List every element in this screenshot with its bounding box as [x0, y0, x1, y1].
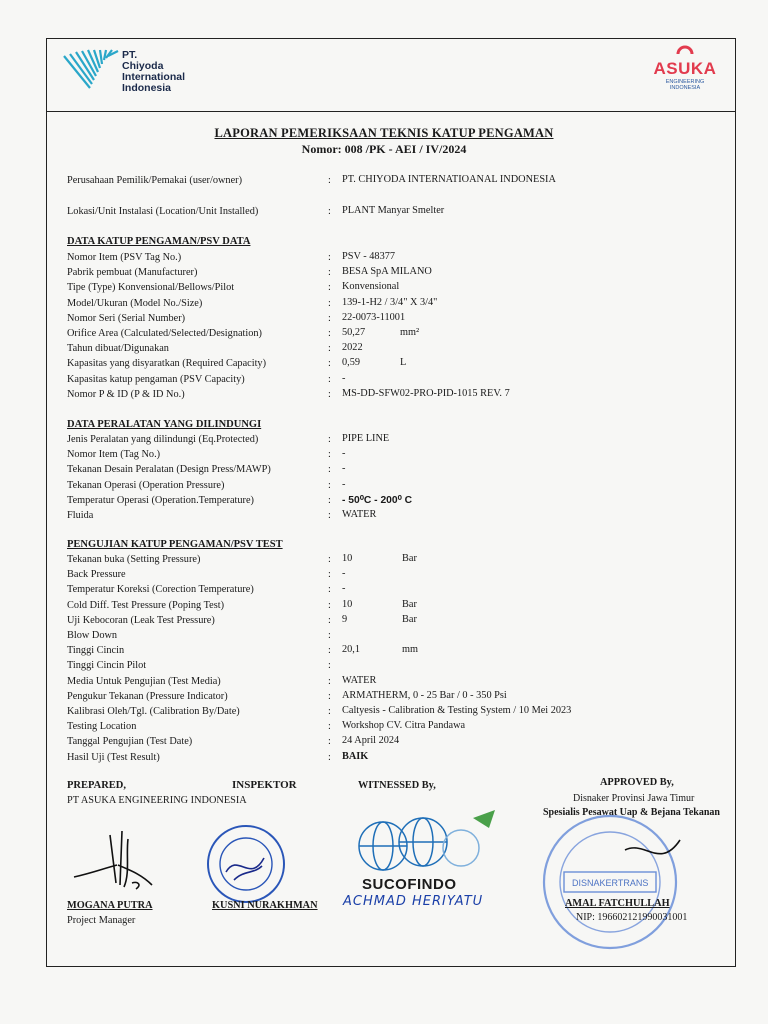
- chiyoda-logo-icon: [62, 46, 122, 90]
- psv-row-label: Kapasitas katup pengaman (PSV Capacity): [67, 373, 245, 385]
- asuka-sub-1: ENGINEERING: [665, 79, 705, 85]
- test-row-unit: Bar: [402, 598, 417, 610]
- test-row-value: WATER: [342, 674, 377, 686]
- psv-row-label: Model/Ukuran (Model No./Size): [67, 297, 203, 309]
- colon: :: [328, 554, 331, 565]
- colon: :: [328, 252, 331, 263]
- equipment-row-value: - 50⁰C - 200⁰ C: [342, 494, 413, 506]
- approved-label: APPROVED By,: [600, 777, 674, 788]
- psv-row-unit: mm²: [400, 327, 420, 338]
- section-psv-data: DATA KATUP PENGAMAN/PSV DATA: [67, 236, 251, 247]
- colon: :: [328, 751, 331, 763]
- colon: :: [328, 675, 331, 687]
- test-row-value: Caltyesis - Calibration & Testing System / 10 Mei 2023: [342, 705, 572, 716]
- colon: :: [328, 584, 331, 596]
- psv-row-value: 22-0073-11001: [342, 311, 406, 323]
- section-psv-test: PENGUJIAN KATUP PENGAMAN/PSV TEST: [67, 539, 283, 550]
- owner-label: Perusahaan Pemilik/Pemakai (user/owner): [67, 175, 242, 186]
- disnaker-stamp-text: DISNAKERTRANS: [572, 878, 649, 888]
- pm-name: MOGANA PUTRA: [67, 900, 153, 911]
- colon: :: [328, 510, 331, 521]
- test-row-label: Kalibrasi Oleh/Tgl. (Calibration By/Date): [67, 706, 240, 717]
- test-row-value: BAIK: [342, 750, 369, 762]
- equipment-row-value: -: [342, 448, 346, 460]
- colon: :: [328, 630, 331, 641]
- test-row-label: Hasil Uji (Test Result): [67, 751, 160, 763]
- psv-row-label: Kapasitas yang disyaratkan (Required Capacity): [67, 358, 267, 370]
- colon: :: [328, 206, 331, 217]
- test-row-label: Media Untuk Pengujian (Test Media): [67, 675, 221, 687]
- psv-row-label: Pabrik pembuat (Manufacturer): [67, 267, 198, 279]
- psv-row-label: Nomor Item (PSV Tag No.): [67, 252, 182, 263]
- test-row-label: Uji Kebocoran (Leak Test Pressure): [67, 614, 215, 626]
- test-row-value: 10: [342, 598, 353, 610]
- chiyoda-company-name: PT. Chiyoda International Indonesia: [122, 49, 186, 94]
- report-number: Nomor: 008 /PK - AEI / IV/2024: [301, 142, 467, 156]
- equipment-row-value: -: [342, 463, 346, 475]
- test-row-label: Tinggi Cincin: [67, 645, 125, 657]
- approved-title: Spesialis Pesawat Uap & Bejana Tekanan: [543, 807, 720, 818]
- colon: :: [328, 660, 331, 672]
- equipment-row-label: Tekanan Operasi (Operation Pressure): [67, 479, 225, 491]
- test-row-unit: mm: [402, 644, 419, 656]
- test-row-label: Blow Down: [67, 630, 118, 641]
- witness-name: ACHMAD HERIYATU: [343, 894, 484, 909]
- colon: :: [328, 494, 331, 506]
- asuka-sub-2: INDONESIA: [669, 85, 701, 91]
- test-row-value: -: [342, 583, 346, 595]
- psv-row-value: 2022: [342, 342, 363, 354]
- colon: :: [328, 373, 331, 385]
- colon: :: [328, 328, 331, 339]
- test-row-label: Tanggal Pengujian (Test Date): [67, 736, 193, 748]
- psv-row-label: Nomor Seri (Serial Number): [67, 312, 186, 324]
- psv-row-label: Nomor P & ID (P & ID No.): [67, 388, 185, 400]
- inspector-name: KUSNI NURAKHMAN: [212, 900, 318, 911]
- test-row-label: Back Pressure: [67, 569, 126, 581]
- colon: :: [328, 388, 331, 400]
- colon: :: [328, 267, 331, 279]
- location-value: PLANT Manyar Smelter: [342, 205, 445, 216]
- colon: :: [328, 690, 331, 702]
- equipment-row-label: Tekanan Desain Peralatan (Design Press/MAWP): [67, 464, 271, 476]
- colon: :: [328, 434, 331, 445]
- psv-row-value: MS-DD-SFW02-PRO-PID-1015 REV. 7: [342, 387, 510, 399]
- colon: :: [328, 645, 331, 657]
- location-label: Lokasi/Unit Instalasi (Location/Unit Installed): [67, 206, 259, 217]
- test-row-value: -: [342, 568, 346, 580]
- equipment-row-value: -: [342, 478, 346, 490]
- inspektor-label: INSPEKTOR: [232, 779, 297, 791]
- test-row-label: Tekanan buka (Setting Pressure): [67, 554, 201, 565]
- colon: :: [328, 614, 331, 626]
- psv-row-value: PSV - 48377: [342, 251, 396, 262]
- test-row-label: Tinggi Cincin Pilot: [67, 660, 147, 672]
- sucofindo-logo-icon: [355, 808, 505, 883]
- approved-org: Disnaker Provinsi Jawa Timur: [573, 793, 695, 804]
- colon: :: [328, 479, 331, 491]
- colon: :: [328, 706, 331, 717]
- colon: :: [328, 282, 331, 294]
- asuka-logo: [640, 40, 730, 91]
- colon: :: [328, 464, 331, 476]
- test-row-label: Pengukur Tekanan (Pressure Indicator): [67, 690, 228, 702]
- psv-row-value: 50,27: [342, 327, 366, 338]
- psv-row-value: BESA SpA MILANO: [342, 266, 432, 278]
- prepared-company: PT ASUKA ENGINEERING INDONESIA: [67, 795, 247, 806]
- psv-row-value: -: [342, 372, 346, 384]
- psv-row-label: Orifice Area (Calculated/Selected/Designation): [67, 328, 262, 339]
- witnessed-label: WITNESSED By,: [358, 780, 436, 791]
- colon: :: [328, 599, 331, 611]
- colon: :: [328, 736, 331, 748]
- colon: :: [328, 449, 331, 461]
- colon: :: [328, 297, 331, 309]
- test-row-label: Testing Location: [67, 721, 137, 733]
- sucofindo-name: SUCOFINDO: [362, 876, 457, 893]
- report-title: LAPORAN PEMERIKSAAN TEKNIS KATUP PENGAMAN: [214, 126, 554, 140]
- inspector-stamp-icon: [204, 822, 288, 906]
- test-row-value: 10: [342, 553, 353, 564]
- test-row-unit: Bar: [402, 613, 417, 625]
- equipment-row-label: Fluida: [67, 510, 94, 521]
- equipment-row-label: Jenis Peralatan yang dilindungi (Eq.Protected): [67, 434, 259, 445]
- psv-row-label: Tahun dibuat/Digunakan: [67, 343, 169, 355]
- approver-nip: NIP: 196602121990031001: [576, 912, 688, 923]
- psv-row-value: Konvensional: [342, 281, 400, 293]
- test-row-value: Workshop CV. Citra Pandawa: [342, 720, 466, 732]
- equipment-row-value: WATER: [342, 509, 377, 520]
- colon: :: [328, 569, 331, 581]
- approver-name: AMAL FATCHULLAH: [565, 898, 670, 909]
- prepared-label: PREPARED,: [67, 780, 127, 791]
- colon: :: [328, 343, 331, 355]
- equipment-row-label: Temperatur Operasi (Operation.Temperature): [67, 494, 254, 506]
- pm-signature-icon: [72, 825, 162, 897]
- test-row-value: 24 April 2024: [342, 735, 400, 747]
- section-equipment: DATA PERALATAN YANG DILINDUNGI: [67, 419, 262, 430]
- test-row-unit: Bar: [402, 553, 417, 564]
- psv-row-unit: L: [400, 357, 407, 369]
- test-row-value: 20,1: [342, 644, 361, 656]
- pm-role: Project Manager: [67, 915, 136, 926]
- owner-value: PT. CHIYODA INTERNATIOANAL INDONESIA: [342, 174, 556, 185]
- test-row-label: Cold Diff. Test Pressure (Poping Test): [67, 599, 225, 611]
- colon: :: [328, 175, 331, 186]
- colon: :: [328, 312, 331, 324]
- test-row-value: 9: [342, 613, 348, 625]
- equipment-row-label: Nomor Item (Tag No.): [67, 449, 161, 461]
- psv-row-value: 139-1-H2 / 3/4" X 3/4": [342, 296, 438, 308]
- colon: :: [328, 358, 331, 370]
- test-row-value: ARMATHERM, 0 - 25 Bar / 0 - 350 Psi: [342, 689, 507, 701]
- equipment-row-value: PIPE LINE: [342, 433, 390, 444]
- psv-row-value: 0,59: [342, 357, 361, 369]
- test-row-label: Temperatur Koreksi (Corection Temperature): [67, 584, 254, 596]
- asuka-emblem-icon: [676, 40, 694, 56]
- asuka-name: ASUKA: [653, 59, 717, 78]
- psv-row-label: Tipe (Type) Konvensional/Bellows/Pilot: [67, 282, 235, 294]
- header-divider: [46, 111, 736, 112]
- colon: :: [328, 721, 331, 733]
